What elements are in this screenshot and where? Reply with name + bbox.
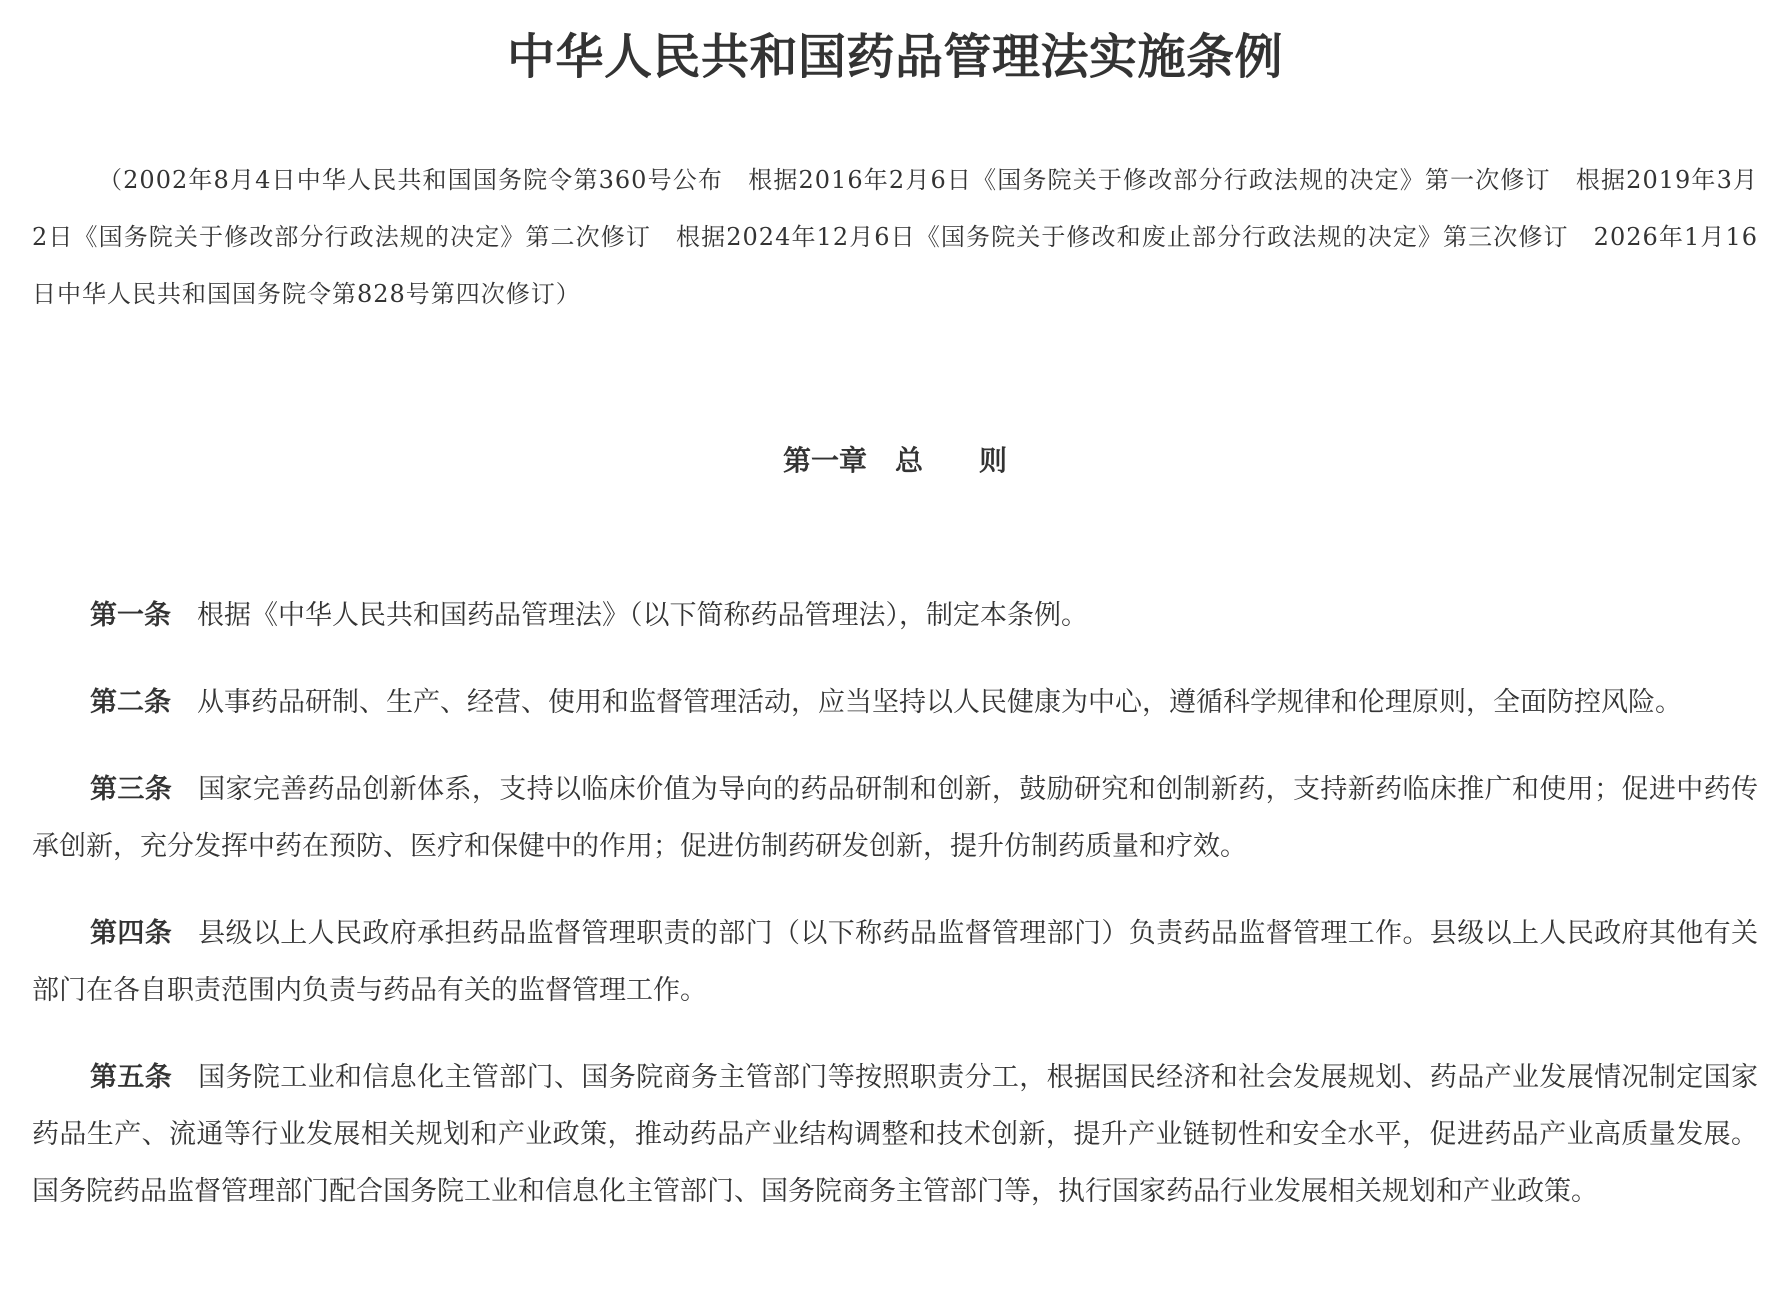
article-text: 国务院工业和信息化主管部门、国务院商务主管部门等按照职责分工，根据国民经济和社会发展规划、药品产业发展情况制定国家药品生产、流通等行业发展相关规划和产业政策，推动药品产业结构调整和技术创新，提升产业链韧性和安全水平，促进药品产业高质量发展。国务院药品监督管理部门配合国务院工业和信息化主管部门、国务院商务主管部门等，执行国家药品行业发展相关规划和产业政策。	[32, 1062, 1759, 1207]
article-4	[32, 905, 1758, 1019]
article-2	[32, 674, 1758, 731]
document-title: 中华人民共和国药品管理法实施条例	[506, 29, 1283, 85]
article-number: 第三条	[90, 774, 173, 805]
article-3	[32, 761, 1758, 875]
article-text: 从事药品研制、生产、经营、使用和监督管理活动，应当坚持以人民健康为中心，遵循科学规律和伦理原则，全面防控风险。	[197, 687, 1682, 718]
article-number: 第一条	[90, 600, 171, 631]
revision-note: （2002年8月4日中华人民共和国国务院令第360号公布 根据2016年2月6日《国务院关于修改部分行政法规的决定》第一次修订 根据2019年3月2日《国务院关于修改部分行政法规的决定》第二次修订 根据2024年12月6日《国务院关于修改和废止部分行政法规的决定》第三次修订 2026年1月16日中华人民共和国国务院令第828号第四次修订）	[32, 166, 1758, 308]
article-number: 第五条	[90, 1062, 173, 1093]
chapter-title: 第一章 总 则	[782, 444, 1007, 477]
article-text: 国家完善药品创新体系，支持以临床价值为导向的药品研制和创新，鼓励研究和创制新药，支持新药临床推广和使用；促进中药传承创新，充分发挥中药在预防、医疗和保健中的作用；促进仿制药研发创新，提升仿制药质量和疗效。	[32, 774, 1759, 862]
articles-list	[32, 587, 1758, 1220]
article-number: 第二条	[90, 687, 171, 718]
article-1	[32, 587, 1758, 644]
article-text: 根据《中华人民共和国药品管理法》（以下简称药品管理法），制定本条例。	[197, 600, 1088, 631]
article-5	[32, 1049, 1758, 1220]
article-text: 县级以上人民政府承担药品监督管理职责的部门（以下称药品监督管理部门）负责药品监督管理工作。县级以上人民政府其他有关部门在各自职责范围内负责与药品有关的监督管理工作。	[32, 918, 1759, 1006]
article-number: 第四条	[90, 918, 173, 949]
